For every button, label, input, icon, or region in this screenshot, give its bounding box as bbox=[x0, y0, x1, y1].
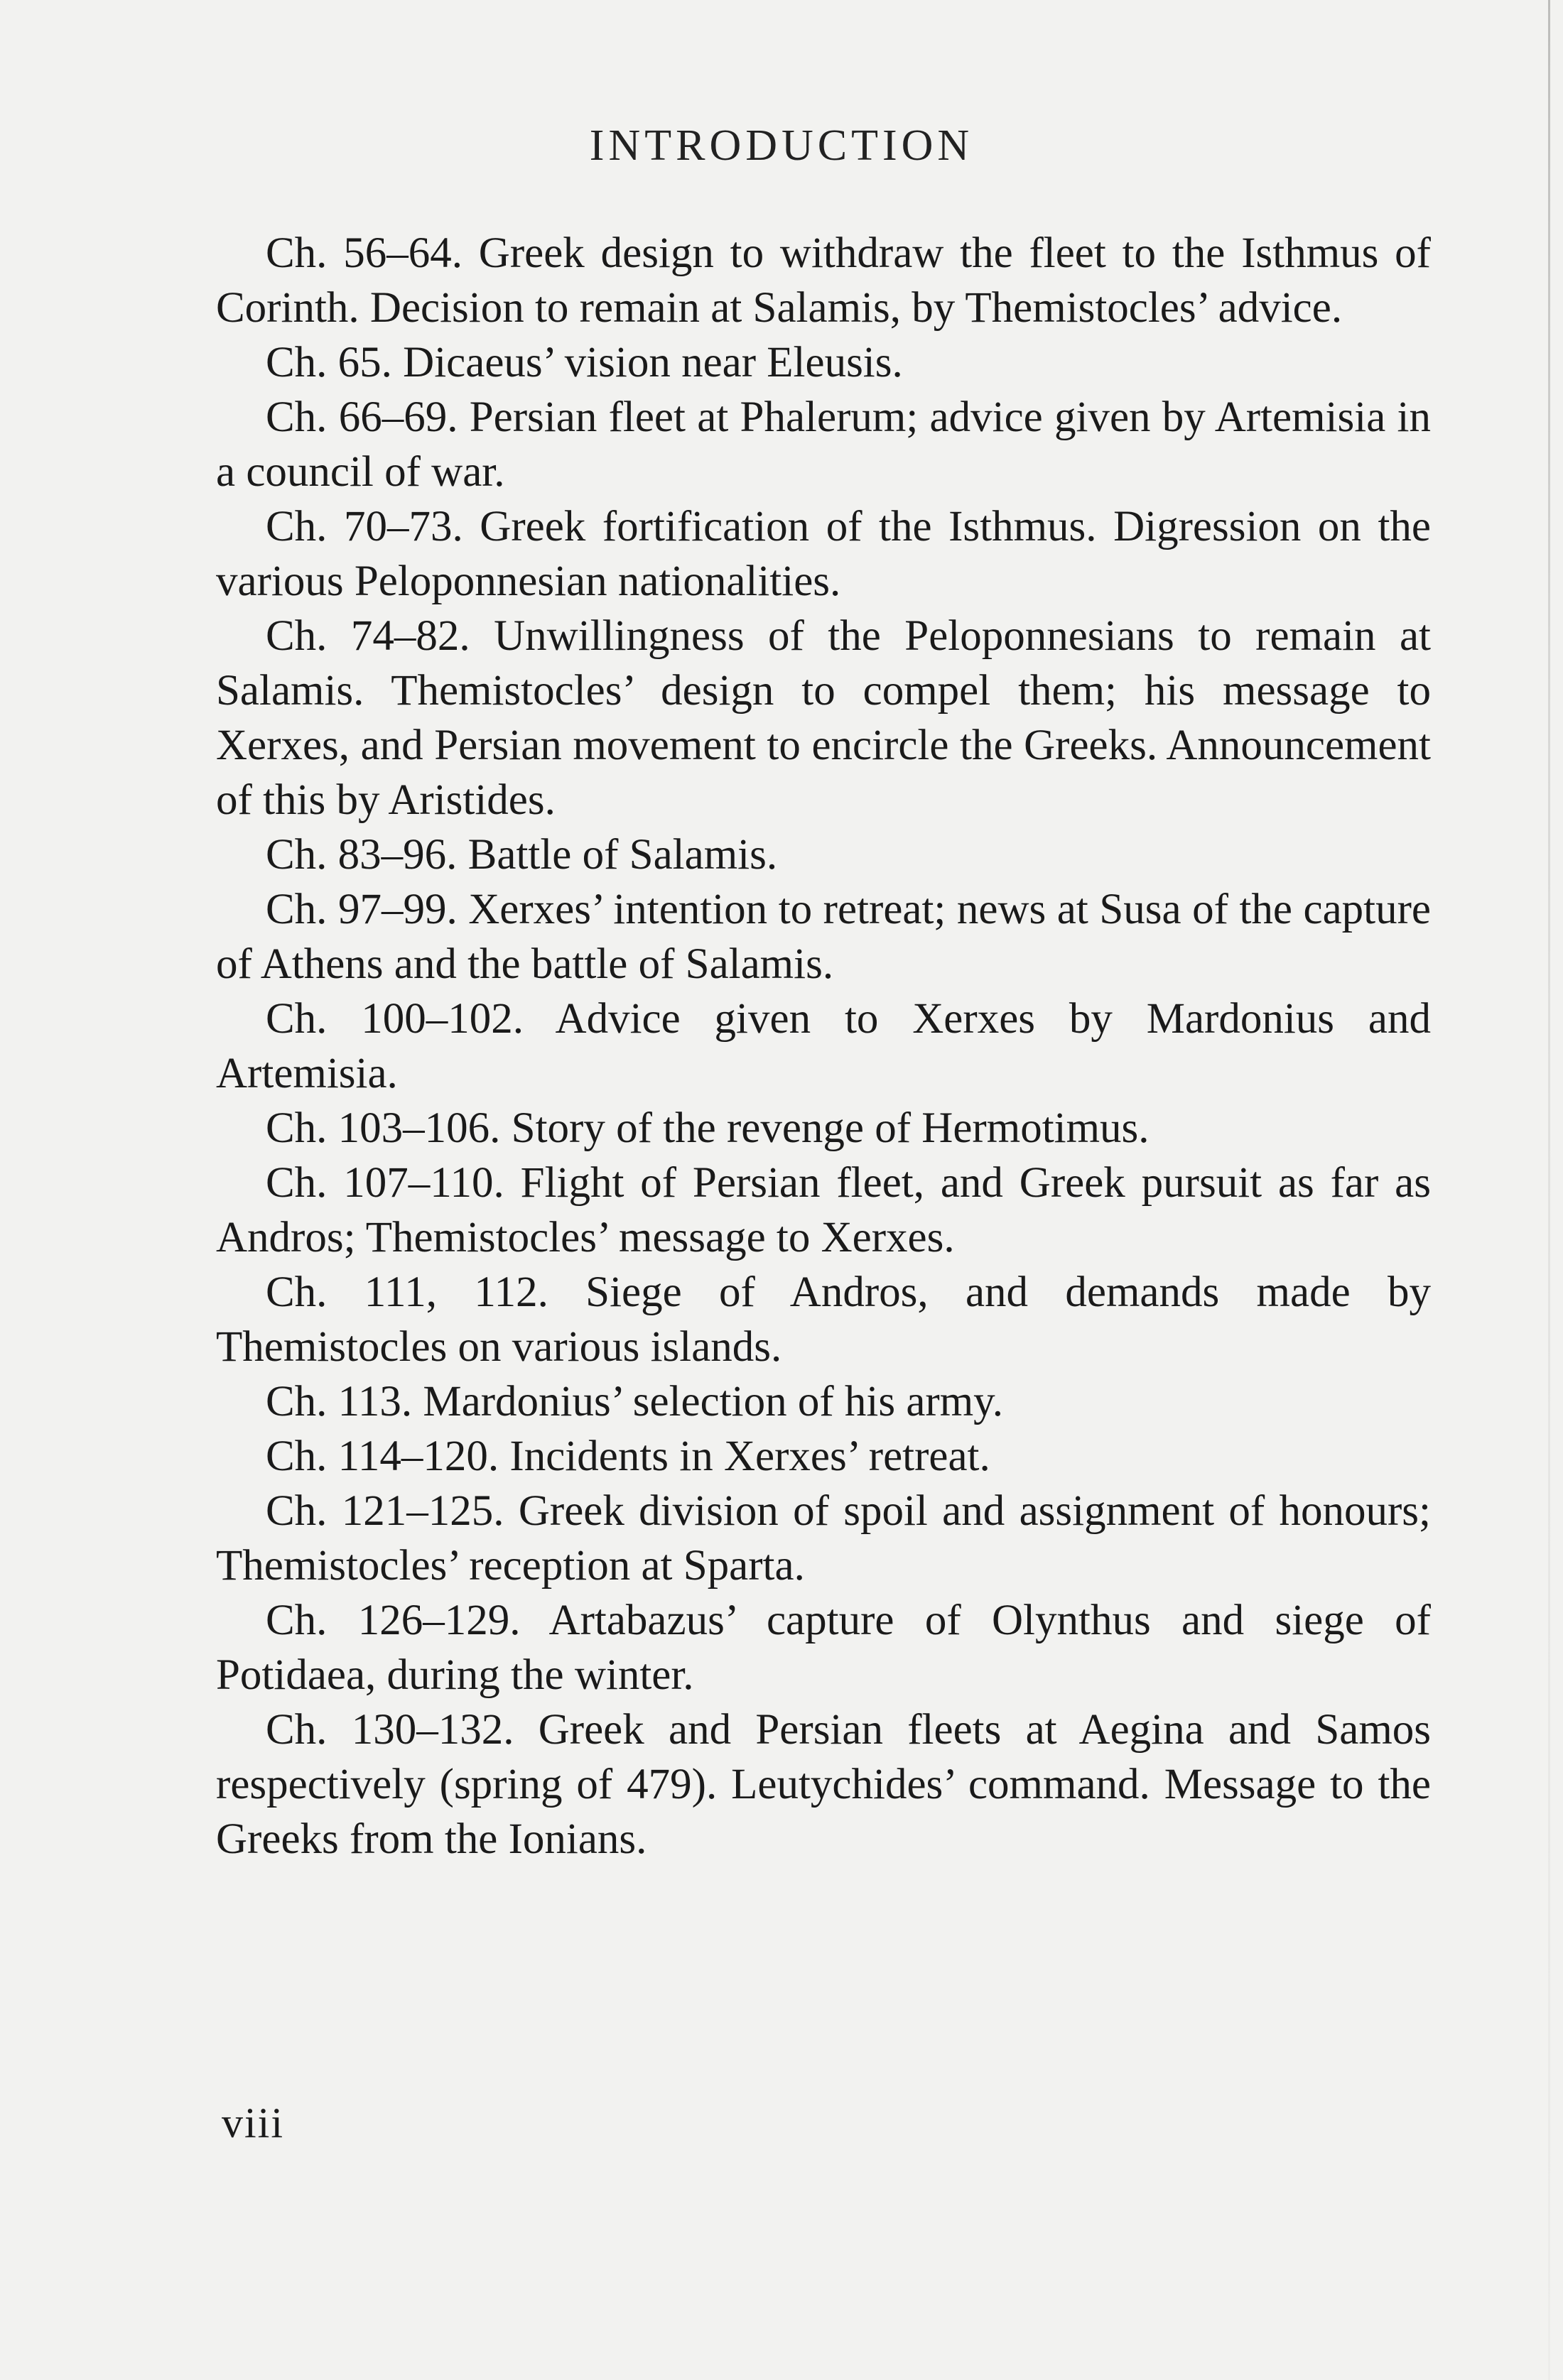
page-edge-shadow bbox=[1548, 0, 1550, 2380]
summary-entry-ch-130-132: Ch. 130–132. Greek and Persian fleets at Aegina and Samos respectively (spring of 479). Leutychides’ command. Message to the Greeks from the Ionians. bbox=[216, 1706, 1431, 1863]
summary-entry-ch-83-96: Ch. 83–96. Battle of Salamis. bbox=[266, 831, 778, 879]
summary-entry-ch-111-112: Ch. 111, 112. Siege of Andros, and demands made by Themistocles on various islands. bbox=[216, 1268, 1431, 1371]
summary-entry-ch-114-120: Ch. 114–120. Incidents in Xerxes’ retreat. bbox=[266, 1433, 990, 1480]
summary-entry-ch-103-106: Ch. 103–106. Story of the revenge of Hermotimus. bbox=[266, 1104, 1150, 1152]
summary-entry-ch-126-129: Ch. 126–129. Artabazus’ capture of Olynthus and siege of Potidaea, during the winter. bbox=[216, 1597, 1431, 1699]
summary-entry-ch-113: Ch. 113. Mardonius’ selection of his army. bbox=[266, 1378, 1003, 1425]
summary-entry-ch-121-125: Ch. 121–125. Greek division of spoil and assignment of honours; Themistocles’ reception at Sparta. bbox=[216, 1487, 1431, 1590]
summary-entry-ch-70-73: Ch. 70–73. Greek fortification of the Isthmus. Digression on the various Peloponnesian nationalities. bbox=[216, 503, 1431, 605]
page-number: viii bbox=[222, 2099, 285, 2146]
summary-entry-ch-100-102: Ch. 100–102. Advice given to Xerxes by Mardonius and Artemisia. bbox=[216, 995, 1431, 1097]
summary-entry-ch-65: Ch. 65. Dicaeus’ vision near Eleusis. bbox=[266, 339, 903, 386]
summary-entry-ch-74-82: Ch. 74–82. Unwillingness of the Peloponnesians to remain at Salamis. Themistocles’ design to compel them; his message to Xerxes, and Persian movement to encircle the Greeks. Announcement of this by Aristides. bbox=[216, 612, 1431, 824]
summary-entry-ch-66-69: Ch. 66–69. Persian fleet at Phalerum; advice given by Artemisia in a council of war. bbox=[216, 393, 1431, 496]
running-heading: INTRODUCTION bbox=[589, 121, 974, 170]
chapter-summary-list bbox=[216, 226, 1431, 1866]
summary-entry-ch-107-110: Ch. 107–110. Flight of Persian fleet, and Greek pursuit as far as Andros; Themistocles’ message to Xerxes. bbox=[216, 1159, 1431, 1261]
summary-entry-ch-56-64: Ch. 56–64. Greek design to withdraw the fleet to the Isthmus of Corinth. Decision to remain at Salamis, by Themistocles’ advice. bbox=[216, 229, 1431, 332]
summary-entry-ch-97-99: Ch. 97–99. Xerxes’ intention to retreat; news at Susa of the capture of Athens and the battle of Salamis. bbox=[216, 886, 1431, 988]
